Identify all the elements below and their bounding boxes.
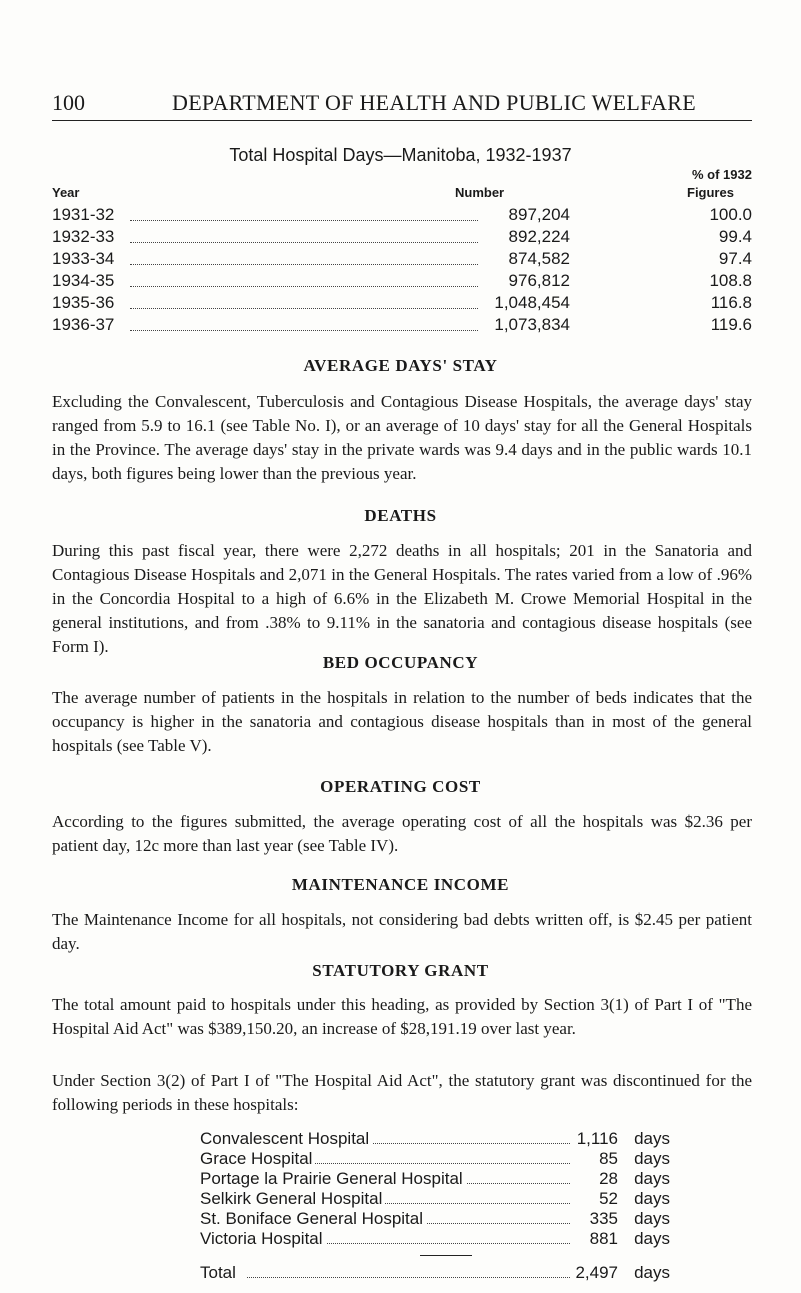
row-number: 874,582 [478, 249, 570, 269]
col-header-pct-1: % of 1932 [692, 167, 752, 182]
page-number: 100 [52, 90, 85, 115]
row-pct: 97.4 [718, 249, 752, 268]
row-number: 976,812 [478, 271, 570, 291]
hospital-name: Portage la Prairie General Hospital [200, 1169, 466, 1189]
heading-operating-cost: OPERATING COST [320, 777, 481, 796]
total-rule [420, 1255, 472, 1256]
list-item [200, 1149, 670, 1169]
col-header-number: Number [455, 185, 505, 200]
days-unit: days [634, 1169, 670, 1188]
row-year: 1935-36 [52, 293, 115, 312]
row-pct: 108.8 [709, 271, 752, 290]
table-row [52, 205, 752, 227]
hospital-name: St. Boniface General Hospital [200, 1209, 426, 1229]
heading-bed-occupancy: BED OCCUPANCY [322, 653, 479, 672]
days-unit: days [634, 1209, 670, 1228]
heading-statutory-grant: STATUTORY GRANT [312, 961, 489, 980]
list-item [200, 1209, 670, 1229]
row-year: 1934-35 [52, 271, 115, 290]
days-unit: days [634, 1189, 670, 1208]
hospital-name: Grace Hospital [200, 1149, 315, 1169]
heading-average-days-stay: AVERAGE DAYS' STAY [303, 356, 498, 375]
paragraph-bed-occupancy: The average number of patients in the hospitals in relation to the number of beds indicates that the occupancy is higher in the sanatoria and contagious disease hospitals than in most of the general hospitals (see Table V). [52, 688, 752, 755]
days-unit: days [634, 1229, 670, 1248]
row-year: 1933-34 [52, 249, 115, 268]
table-row [52, 293, 752, 315]
days-unit: days [634, 1149, 670, 1168]
paragraph-operating-cost: According to the figures submitted, the average operating cost of all the hospitals was $2.36 per patient day, 12c more than last year (see Table IV). [52, 812, 752, 855]
table-title: Total Hospital Days—Manitoba, 1932-1937 [229, 145, 572, 165]
row-number: 1,048,454 [478, 293, 570, 313]
days-unit: days [634, 1129, 670, 1148]
hospital-name: Convalescent Hospital [200, 1129, 372, 1149]
table-row [52, 227, 752, 249]
hospital-name: Victoria Hospital [200, 1229, 326, 1249]
col-header-year: Year [52, 185, 80, 200]
hospital-days: 335 [589, 1209, 618, 1228]
paragraph-maintenance-income: The Maintenance Income for all hospitals, not considering bad debts written off, is $2.45 per patient day. [52, 910, 752, 953]
row-year: 1931-32 [52, 205, 115, 224]
list-item [200, 1129, 670, 1149]
running-head: DEPARTMENT OF HEALTH AND PUBLIC WELFARE [172, 90, 696, 115]
paragraph-statutory-grant-2: Under Section 3(2) of Part I of "The Hospital Aid Act", the statutory grant was discontinued for the following periods in these hospitals: [52, 1071, 752, 1114]
hospital-days: 52 [599, 1189, 618, 1208]
grant-discontinued-list [200, 1129, 670, 1249]
table-row [52, 271, 752, 293]
table-row [52, 315, 752, 337]
days-unit: days [634, 1263, 670, 1282]
list-item [200, 1169, 670, 1189]
paragraph-average-days-stay: Excluding the Convalescent, Tuberculosis and Contagious Disease Hospitals, the average days' stay ranged from 5.9 to 16.1 (see Table No. I), or an average of 10 days' stay for all the General Hospitals in the Province. The average days' stay in the private wards was 9.4 days and in the public wards 10.1 days, both figures being lower than the previous year. [52, 392, 752, 483]
page-header [52, 88, 752, 121]
total-days: 2,497 [575, 1263, 618, 1282]
row-pct: 100.0 [709, 205, 752, 224]
row-pct: 99.4 [718, 227, 752, 246]
hospital-days: 881 [589, 1229, 618, 1248]
total-row [200, 1263, 670, 1285]
table-row [52, 249, 752, 271]
row-number: 892,224 [478, 227, 570, 247]
hospital-name: Selkirk General Hospital [200, 1189, 385, 1209]
hospital-days: 1,116 [576, 1129, 618, 1148]
row-pct: 116.8 [710, 293, 752, 312]
row-pct: 119.6 [710, 315, 752, 334]
row-year: 1936-37 [52, 315, 115, 334]
row-number: 897,204 [478, 205, 570, 225]
total-label: Total [200, 1263, 246, 1283]
row-number: 1,073,834 [478, 315, 570, 335]
heading-maintenance-income: MAINTENANCE INCOME [291, 875, 510, 894]
heading-deaths: DEATHS [364, 506, 437, 525]
paragraph-statutory-grant-1: The total amount paid to hospitals under this heading, as provided by Section 3(1) of Part I of "The Hospital Aid Act" was $389,150.20, an increase of $28,191.19 over last year. [52, 995, 752, 1038]
col-header-pct-2: Figures [687, 185, 734, 200]
list-item [200, 1229, 670, 1249]
hospital-days: 85 [599, 1149, 618, 1168]
row-year: 1932-33 [52, 227, 115, 246]
hospital-days: 28 [599, 1169, 618, 1188]
list-item [200, 1189, 670, 1209]
paragraph-deaths: During this past fiscal year, there were 2,272 deaths in all hospitals; 201 in the Sanatoria and Contagious Disease Hospitals and 2,071 in the General Hospitals. The rates varied from a low of .96% in the Concordia Hospital to a high of 6.6% in the Elizabeth M. Crowe Memorial Hospital in the general institutions, and from .38% to 9.11% in the sanatoria and contagious disease hospitals (see Form I). [52, 541, 752, 656]
